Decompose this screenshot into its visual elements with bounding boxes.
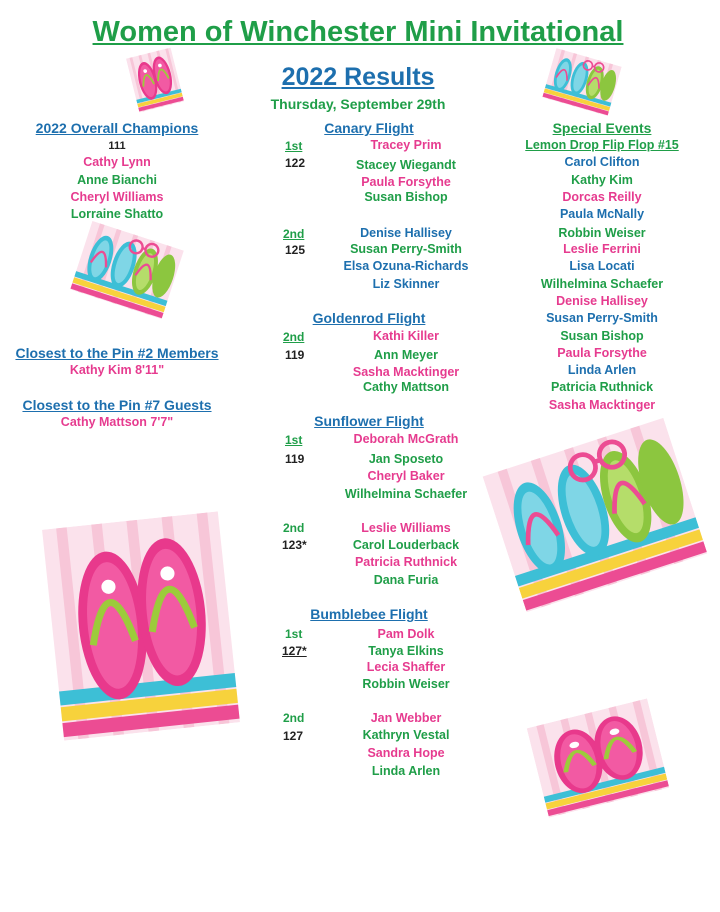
event-participant: Susan Bishop bbox=[560, 329, 644, 343]
player-name: Sasha Macktinger bbox=[352, 365, 460, 379]
ctp2-heading: Closest to the Pin #2 Members bbox=[15, 345, 219, 361]
goldenrod-flight-heading: Goldenrod Flight bbox=[312, 310, 426, 326]
team-score: 123* bbox=[282, 538, 307, 552]
player-name: Jan Webber bbox=[370, 711, 442, 725]
canary-flight-heading: Canary Flight bbox=[324, 120, 414, 136]
player-name: Tracey Prim bbox=[370, 138, 442, 152]
event-date: Thursday, September 29th bbox=[270, 96, 446, 112]
player-name: Carol Louderback bbox=[352, 538, 460, 552]
event-participant: Paula McNally bbox=[559, 207, 645, 221]
champion-name: Lorraine Shatto bbox=[70, 207, 164, 221]
player-name: Jan Sposeto bbox=[368, 452, 444, 466]
ctp7-winner: Cathy Mattson 7'7" bbox=[60, 415, 174, 429]
special-events-heading: Special Events bbox=[552, 120, 652, 136]
place-label: 1st bbox=[285, 627, 303, 641]
event-participant: Sasha Macktinger bbox=[548, 398, 656, 412]
player-name: Tanya Elkins bbox=[368, 644, 444, 658]
flip-flops-with-sunglasses-icon bbox=[64, 219, 191, 321]
place-label: 1st bbox=[285, 433, 303, 447]
place-label: 2nd bbox=[283, 330, 305, 344]
player-name: Susan Bishop bbox=[364, 190, 448, 204]
team-score: 119 bbox=[285, 452, 305, 466]
team-score: 125 bbox=[285, 243, 306, 257]
player-name: Susan Perry-Smith bbox=[350, 242, 462, 256]
place-label: 2nd bbox=[283, 521, 305, 535]
bumblebee-flight-heading: Bumblebee Flight bbox=[310, 606, 428, 622]
player-name: Patricia Ruthnick bbox=[354, 555, 458, 569]
player-name: Liz Skinner bbox=[372, 277, 440, 291]
player-name: Denise Hallisey bbox=[360, 226, 452, 240]
team-score: 127 bbox=[283, 729, 304, 743]
large-flip-flops-icon bbox=[37, 511, 244, 741]
champion-name: Cathy Lynn bbox=[83, 155, 151, 169]
player-name: Wilhelmina Schaefer bbox=[344, 487, 468, 501]
place-label: 2nd bbox=[283, 227, 305, 241]
event-participant: Leslie Ferrini bbox=[563, 242, 641, 256]
player-name: Lecia Shaffer bbox=[366, 660, 446, 674]
event-participant: Kathy Kim bbox=[571, 173, 633, 187]
player-name: Pam Dolk bbox=[377, 627, 435, 641]
place-label: 2nd bbox=[283, 711, 305, 725]
flip-flops-with-sunglasses-icon bbox=[481, 414, 708, 615]
team-score: 119 bbox=[285, 348, 305, 362]
player-name: Ann Meyer bbox=[374, 348, 438, 362]
flip-flops-with-sunglasses-icon bbox=[542, 48, 622, 117]
event-participant: Linda Arlen bbox=[567, 363, 637, 377]
player-name: Elsa Ozuna-Richards bbox=[343, 259, 469, 273]
event-participant: Lisa Locati bbox=[569, 259, 635, 273]
sunflower-flight-heading: Sunflower Flight bbox=[314, 413, 424, 429]
event-participant: Robbin Weiser bbox=[558, 226, 646, 240]
player-name: Stacey Wiegandt bbox=[356, 158, 456, 172]
lemon-drop-heading: Lemon Drop Flip Flop #15 bbox=[525, 138, 679, 152]
flip-flops-icon bbox=[527, 698, 670, 817]
flip-flops-icon bbox=[126, 47, 184, 112]
player-name: Cathy Mattson bbox=[362, 380, 450, 394]
player-name: Kathryn Vestal bbox=[362, 728, 450, 742]
event-participant: Paula Forsythe bbox=[557, 346, 647, 360]
page-title: Women of Winchester Mini Invitational bbox=[92, 16, 624, 48]
player-name: Linda Arlen bbox=[371, 764, 441, 778]
player-name: Paula Forsythe bbox=[361, 175, 451, 189]
event-participant: Dorcas Reilly bbox=[562, 190, 642, 204]
event-participant: Carol Clifton bbox=[564, 155, 640, 169]
results-subtitle: 2022 Results bbox=[281, 63, 435, 91]
champion-name: Cheryl Williams bbox=[70, 190, 164, 204]
player-name: Cheryl Baker bbox=[367, 469, 445, 483]
ctp2-winner: Kathy Kim 8'11" bbox=[69, 363, 165, 377]
champions-heading: 2022 Overall Champions bbox=[35, 120, 199, 136]
event-participant: Wilhelmina Schaefer bbox=[540, 277, 664, 291]
event-participant: Patricia Ruthnick bbox=[550, 380, 654, 394]
player-name: Dana Furia bbox=[373, 573, 439, 587]
player-name: Deborah McGrath bbox=[353, 432, 459, 446]
player-name: Leslie Williams bbox=[361, 521, 451, 535]
team-score: 122 bbox=[285, 156, 306, 170]
player-name: Kathi Killer bbox=[373, 329, 439, 343]
place-label: 1st bbox=[285, 139, 303, 153]
champion-name: Anne Bianchi bbox=[77, 173, 157, 187]
team-score: 127* bbox=[282, 644, 307, 658]
event-participant: Denise Hallisey bbox=[556, 294, 648, 308]
player-name: Sandra Hope bbox=[367, 746, 445, 760]
player-name: Robbin Weiser bbox=[362, 677, 450, 691]
event-participant: Susan Perry-Smith bbox=[546, 311, 658, 325]
ctp7-heading: Closest to the Pin #7 Guests bbox=[22, 397, 212, 413]
champions-score: 111 bbox=[108, 140, 126, 152]
